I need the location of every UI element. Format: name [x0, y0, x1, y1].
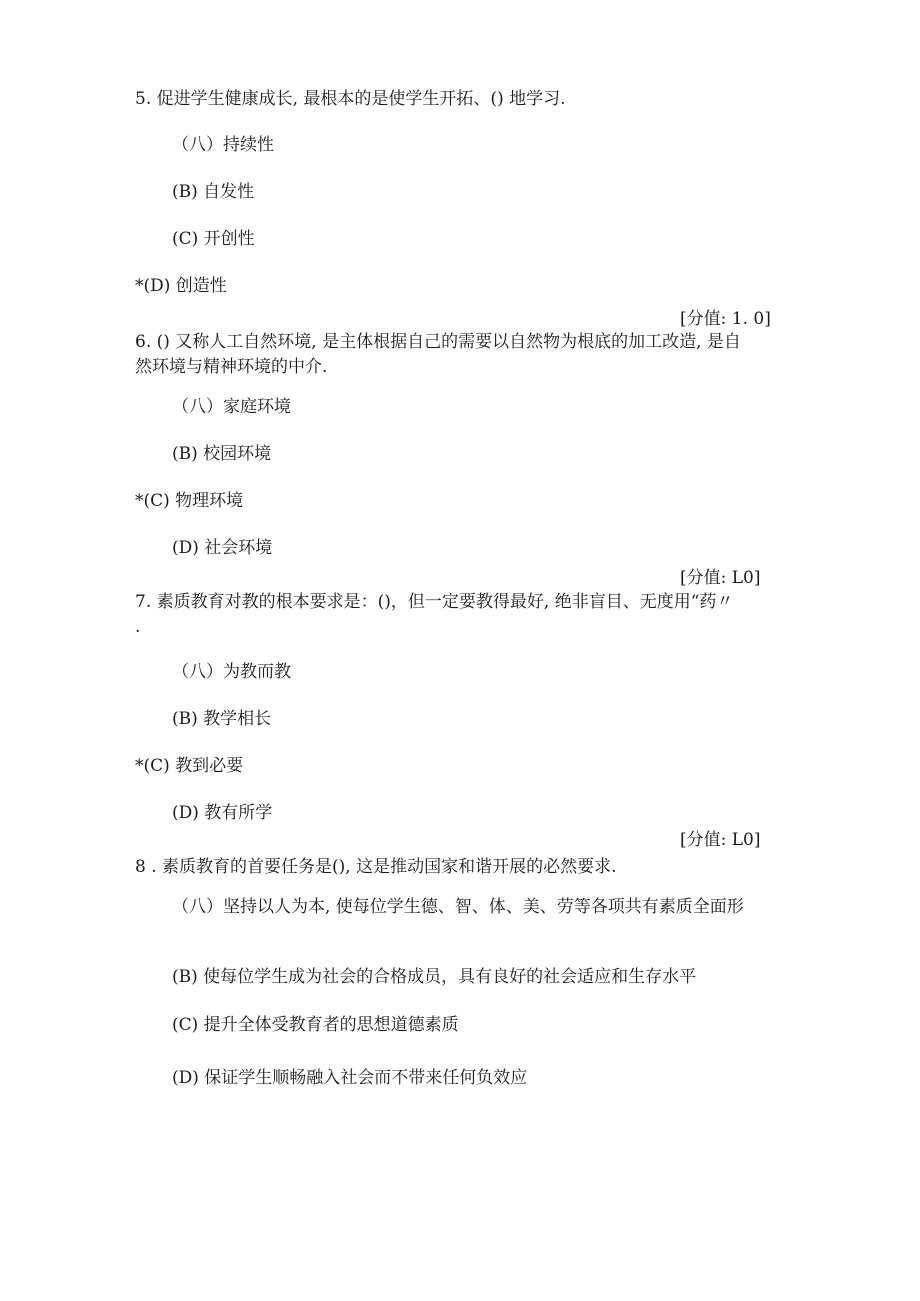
question-6-stem-line-1: 6. () 又称人工自然环境, 是主体根据自己的需要以自然物为根底的加工改造, 是自 [135, 332, 741, 352]
question-7-score: [分值: L0] [680, 830, 761, 850]
question-8-option-c: (C) 提升全体受教育者的思想道德素质 [172, 1015, 459, 1035]
question-8-option-d: (D) 保证学生顺畅融入社会而不带来任何负效应 [172, 1068, 528, 1088]
question-6-score: [分值: L0] [680, 568, 761, 588]
question-5-option-c: (C) 开创性 [172, 229, 255, 249]
question-5-option-a: （八）持续性 [172, 135, 274, 155]
question-5-score: [分值: 1. 0] [680, 309, 771, 329]
question-8-stem: 8 . 素质教育的首要任务是(), 这是推动国家和谐开展的必然要求. [135, 857, 617, 877]
question-7-option-c: *(C) 教到必要 [135, 756, 244, 776]
question-8-option-a: （八）坚持以人为本, 使每位学生德、智、体、美、劳等各项共有素质全面形 [172, 897, 744, 917]
question-6-option-a: （八）家庭环境 [172, 397, 291, 417]
question-7-stem-line-1: 7. 素质教育对教的根本要求是：()，但一定要教得最好, 绝非盲目、无度用“药〃 [135, 592, 734, 612]
question-5-option-b: (B) 自发性 [172, 182, 255, 202]
question-5-stem: 5. 促进学生健康成长, 最根本的是使学生开拓、() 地学习. [135, 89, 566, 109]
question-7-option-d: (D) 教有所学 [172, 803, 273, 823]
question-6-option-b: (B) 校园环境 [172, 444, 272, 464]
question-6-stem-line-2: 然环境与精神环境的中介. [135, 357, 328, 377]
question-8-option-b: (B) 使每位学生成为社会的合格成员，具有良好的社会适应和生存水平 [172, 967, 697, 987]
question-6-option-d: (D) 社会环境 [172, 538, 273, 558]
question-5-option-d: *(D) 创造性 [135, 276, 227, 296]
question-7-option-a: （八）为教而教 [172, 662, 291, 682]
question-7-option-b: (B) 教学相长 [172, 709, 272, 729]
question-6-option-c: *(C) 物理环境 [135, 491, 244, 511]
question-7-stem-line-2: . [135, 617, 141, 637]
